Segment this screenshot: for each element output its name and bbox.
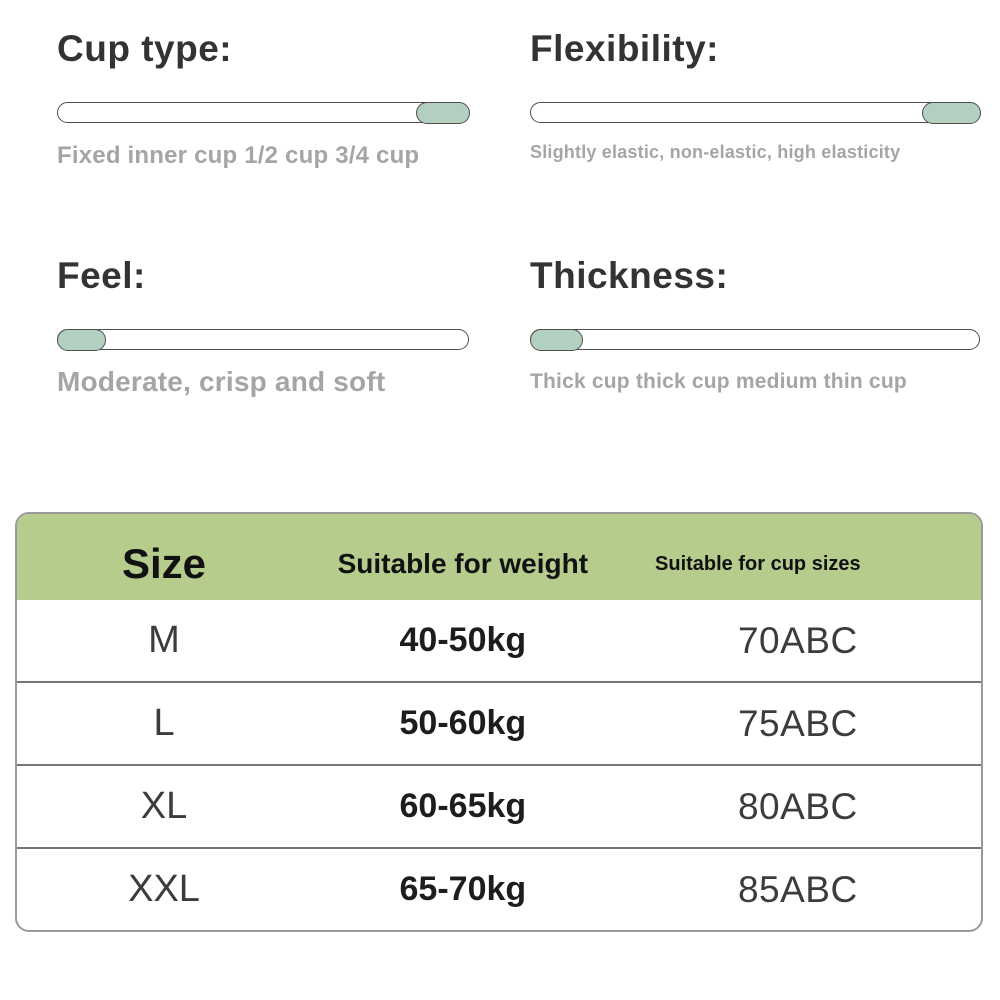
attr-block-thickness xyxy=(530,253,980,394)
flexibility-slider-fill xyxy=(922,102,980,124)
thickness-slider xyxy=(530,329,980,350)
header-size: Size xyxy=(121,540,207,587)
feel-slider xyxy=(57,329,469,350)
thickness-title: Thickness: xyxy=(530,255,729,296)
weight-cell: 60-65kg xyxy=(399,787,527,825)
flexibility-title: Flexibility: xyxy=(530,28,719,69)
attr-block-feel xyxy=(57,253,469,398)
feel-slider-fill xyxy=(57,329,106,351)
size-cell: M xyxy=(148,619,180,661)
size-table xyxy=(15,512,983,932)
attr-block-flexibility xyxy=(530,26,980,163)
size-table-header xyxy=(17,514,981,600)
table-row xyxy=(17,764,981,847)
cup-cell: 85ABC xyxy=(737,868,858,910)
thickness-slider-fill xyxy=(530,329,584,351)
size-table-body xyxy=(17,600,981,930)
size-cell: XXL xyxy=(128,868,200,910)
flexibility-slider xyxy=(530,102,980,123)
cup-type-caption: Fixed inner cup 1/2 cup 3/4 cup xyxy=(57,142,420,169)
cup-type-slider-fill xyxy=(416,102,469,124)
table-row xyxy=(17,847,981,930)
flexibility-caption: Slightly elastic, non-elastic, high elasticity xyxy=(530,142,901,162)
table-row xyxy=(17,681,981,764)
cup-cell: 75ABC xyxy=(737,702,858,744)
feel-title: Feel: xyxy=(57,255,146,296)
cup-type-slider xyxy=(57,102,469,123)
header-weight: Suitable for weight xyxy=(337,548,589,579)
cup-cell: 80ABC xyxy=(737,785,858,827)
header-cups: Suitable for cup sizes xyxy=(655,552,861,575)
weight-cell: 50-60kg xyxy=(399,704,527,742)
feel-caption: Moderate, crisp and soft xyxy=(57,366,386,397)
attr-block-cup-type xyxy=(57,26,469,170)
weight-cell: 65-70kg xyxy=(399,870,527,908)
cup-type-title: Cup type: xyxy=(57,28,233,69)
size-cell: XL xyxy=(140,785,188,827)
cup-cell: 70ABC xyxy=(737,619,858,661)
table-row xyxy=(17,600,981,681)
weight-cell: 40-50kg xyxy=(399,621,527,659)
thickness-caption: Thick cup thick cup medium thin cup xyxy=(530,370,907,393)
size-cell: L xyxy=(153,702,175,744)
